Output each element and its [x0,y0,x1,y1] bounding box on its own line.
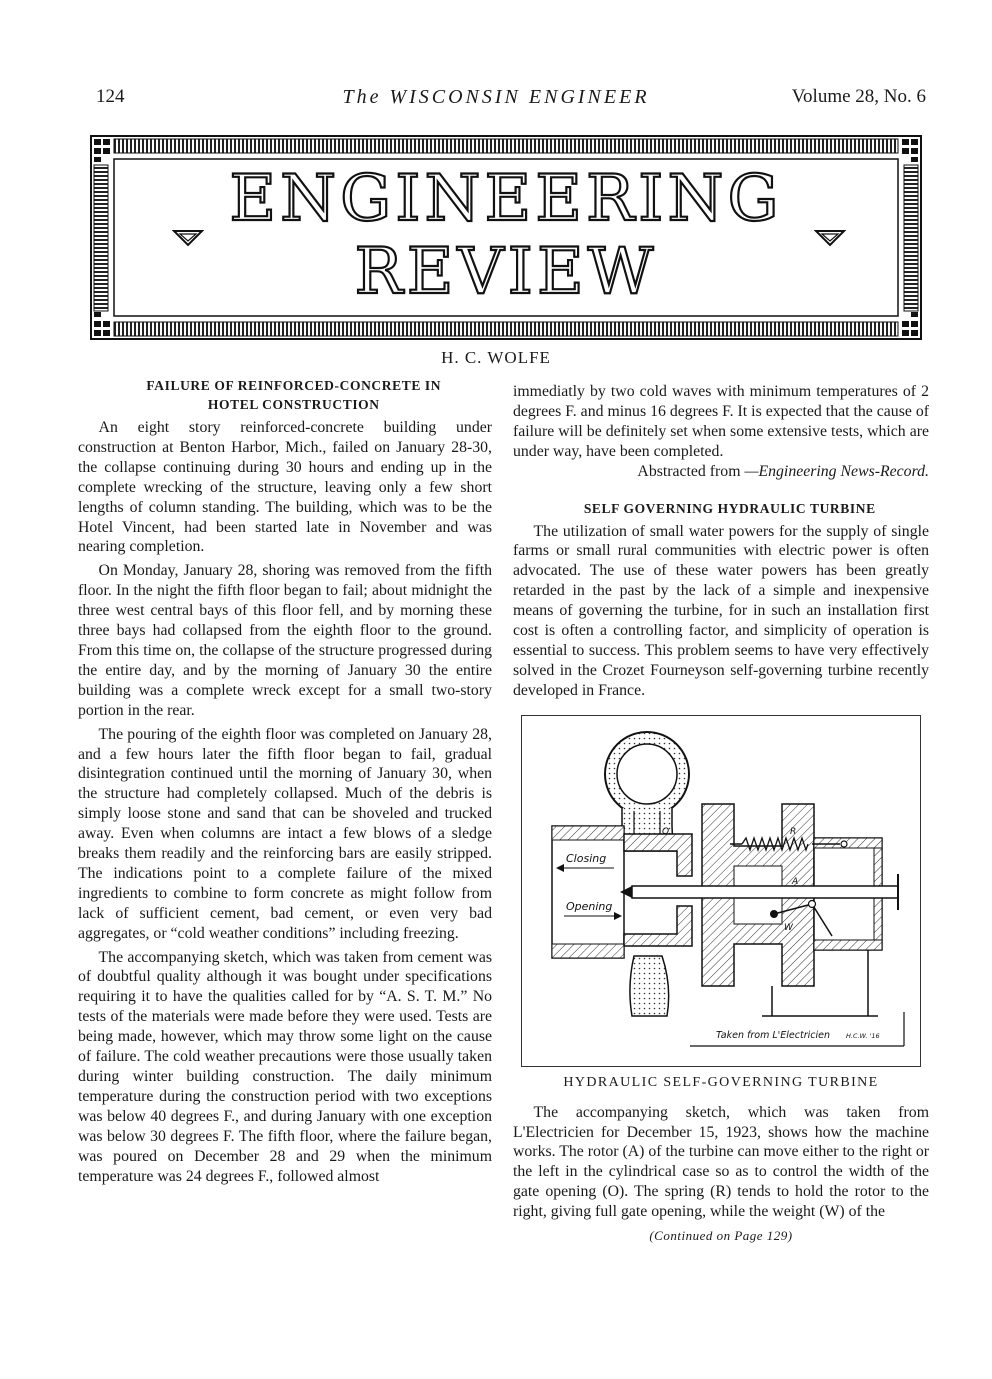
runner-drawing [624,827,692,1016]
label-gate-o: O [662,826,670,837]
frame-legs-drawing [762,950,878,1016]
left-column [78,376,492,1186]
label-closing: Closing [566,851,607,865]
banner-title-engineering: ENGINEERING [229,162,783,236]
figure-credit-source: Taken from L'Electricien [716,1029,830,1041]
label-opening: Opening [566,899,613,913]
journal-title: The WISCONSIN ENGINEER [342,86,650,108]
page-number: 124 [96,86,125,107]
figure-credit-initials: H.C.W. '16 [846,1031,880,1040]
turbine-case-drawing [552,826,624,958]
article1-paragraph-3: The pouring of the eighth floor was completed on January 28, and a few hours later the fifth floor began to fail, gradual disintegration continued until the morning of January 30, when the structure had completely collapsed. Much of the debris is simply loose stone and sand that can be shoveled and trucked away. Even when columns are intact a few blows of a sledge breaks them readily and the reinforcing bars are easily stripped. The indications point to a complete failure of the mixed ingredients to combine to form concrete as might follow from lack of sufficient cement, bad cement, or even very bad aggregates, or “cold weather conditions” including freezing. [78,725,492,942]
engineering-review-banner [90,135,922,340]
article-title-line1: FAILURE OF REINFORCED-CONCRETE IN [146,378,442,393]
article2-paragraph-1: The utilization of small water powers for the supply of single farms or small rural communities with electric power is often advocated. The use of these water powers has been greatly retarded in the past by the lack of a simple and inexpensive means of governing the turbine, for in such an installation first cost is often a controlling factor, and simplicity of operation is essential to success. This problem seems to have very effectively solved in the Crozet Fourneyson self-governing turbine recently developed in France. [513,522,929,699]
source-prefix: Abstracted from [637,462,745,480]
article1-paragraph-1: An eight story reinforced-concrete building under construction at Benton Harbor, Mich., failed on January 28-30, the collapse continuing during 30 hours and ending up in the complete wrecking of the structure, leaving only a few short lengths of column standing. The building, which was to be the Hotel Vincent, had been started late in November and was nearing completion. [78,419,492,556]
article1-paragraph-5: immediatly by two cold waves with minimum temperatures of 2 degrees F. and minus 16 degrees F. It is expected that the cause of failure will be definitely set when some extensive tests, which are under way, have been completed. [513,383,929,460]
label-rotor-a: A [792,876,799,887]
label-weight-w: W [784,922,793,933]
label-spring-r: R [790,826,797,837]
volume-number: Volume 28, No. 6 [791,86,926,107]
running-head [0,86,992,110]
article2-title: SELF GOVERNING HYDRAULIC TURBINE [583,500,876,516]
source-title: —Engineering News-Record. [744,462,929,480]
figure-credit [690,1012,904,1046]
figure-caption: HYDRAULIC SELF-GOVERNING TURBINE [563,1074,879,1090]
author-byline: H. C. WOLFE [441,348,551,367]
banner-title-review: REVIEW [354,235,658,309]
turbine-figure [521,715,921,1067]
article2-paragraph-2: The accompanying sketch, which was taken from L'Electricien for December 15, 1923, shows how the machine works. The rotor (A) of the turbine can move either to the right or the left in the cylindrical case so as to control the width of the gate opening (O). The spring (R) tends to hold the rotor to the right, giving full gate opening, while the weight (W) of the [513,1103,929,1221]
article1-source [513,462,929,482]
right-column [513,382,929,1246]
continued-note: (Continued on Page 129) [649,1228,793,1244]
article1-paragraph-2: On Monday, January 28, shoring was removed from the fifth floor. In the night the fifth floor began to fail; about midnight the three west central bays of this floor fell, and by morning these three bays had collapsed from the eighth floor to the ground. From this time on, the collapse of the structure progressed during the entire day, and by the morning of January 30 the entire building was a complete wreck except for a small two-story portion in the rear. [78,562,492,719]
article-title-line2: HOTEL CONSTRUCTION [207,397,380,412]
article1-paragraph-4: The accompanying sketch, which was taken from cement was of doubtful quality although it was bought under specifications requiring it to have the qualities called for by “A. S. T. M.” No tests of the materials were made before they were used. Tests are being made, however, which may throw some light on the cause of failure. The cold weather precautions were those usually taken during winter building construction. The daily minimum temperature during the construction period with two exceptions was below 40 degrees F., and during January with one exception was below 30 degrees F. The fifth floor, where the failure began, was poured on December 28 and 29 when the minimum temperature was 24 degrees F., followed almost [78,948,492,1185]
